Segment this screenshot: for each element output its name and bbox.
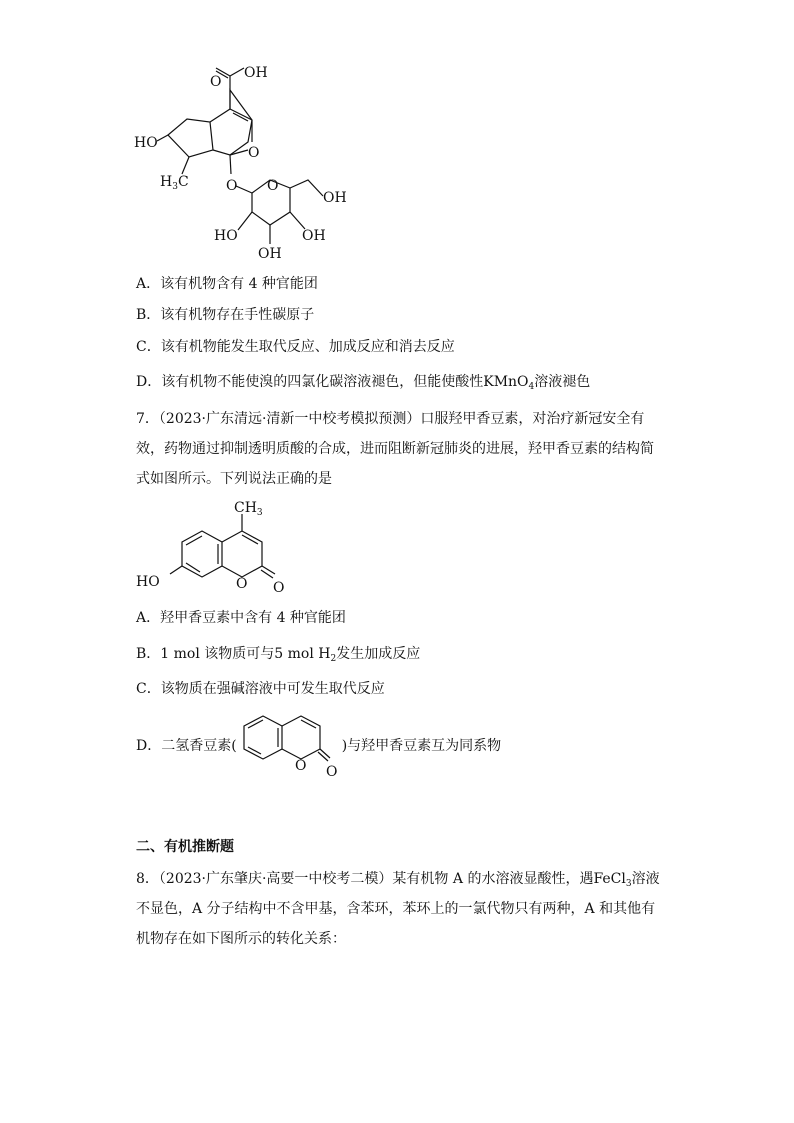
carboxyl-o-label: O	[210, 74, 222, 90]
q8-stem-text: 8．（2023·广东肇庆·高要一中校考二模）某有机物 A 的水溶液显酸性，遇	[136, 871, 594, 887]
q7-ho-label: HO	[136, 574, 160, 590]
coumarin-ring-o-label: O	[295, 758, 307, 774]
q7-stem: 7．（2023·广东清远·清新一中校考模拟预测）口服羟甲香豆素，对治疗新冠安全有效，药物通过抑制透明质酸的合成，进而阻断新冠肺炎的进展，羟甲香豆素的结构简式如图所示。下列说法正确的是	[136, 411, 654, 487]
oh3-label: OH	[302, 228, 326, 244]
option-text: 该有机物不能使溴的四氯化碳溶液褪色，但能使酸性	[161, 374, 484, 390]
fecl3-formula: FeCl	[593, 871, 626, 887]
q7-ring-o-label: O	[236, 576, 248, 592]
option-letter: B．	[136, 307, 161, 323]
option-letter: D．	[136, 738, 162, 754]
ring-o-label: O	[248, 145, 260, 161]
q7-option-a	[136, 608, 346, 628]
option-letter: A．	[136, 276, 161, 292]
sugar-ring-o-label: O	[267, 178, 279, 194]
option-letter: C．	[136, 339, 161, 355]
q7-option-b	[136, 644, 420, 664]
option-text: 羟甲香豆素中含有 4 种官能团	[160, 610, 346, 626]
option-text: 二氢香豆素(	[161, 738, 237, 754]
q6-option-b	[136, 305, 314, 325]
option-text: 该有机物存在手性碳原子	[160, 307, 315, 323]
option-letter: D．	[136, 374, 162, 390]
option-letter: A．	[136, 610, 161, 626]
section-title: 二、有机推断题	[136, 839, 234, 855]
option-text: 该有机物能发生取代反应、加成反应和消去反应	[160, 339, 455, 355]
q7-structure	[130, 500, 290, 602]
ch3-label: $CH_3$	[234, 500, 263, 518]
carboxyl-oh-label: OH	[244, 65, 268, 81]
ho-left-label: HO	[134, 135, 158, 151]
h2-amount: 5 mol H	[274, 646, 331, 662]
q8-stem	[136, 864, 661, 954]
option-text: 该物质在强碱溶液中可发生取代反应	[160, 681, 385, 697]
option-letter: B．	[136, 646, 161, 662]
q6-option-d	[136, 372, 590, 392]
q7-option-c	[136, 679, 385, 699]
option-text: )与羟甲香豆素互为同系物	[341, 738, 502, 754]
formula-subscript: 2	[330, 654, 337, 664]
option-text: 该有机物含有 4 种官能团	[160, 276, 318, 292]
formula-subscript: 3	[625, 879, 632, 889]
q6-option-a	[136, 274, 318, 294]
methyl-label: $H_3C$	[160, 174, 189, 192]
option-text: 1 mol 该物质可与	[160, 646, 275, 662]
oh1-label: HO	[214, 228, 238, 244]
formula-subscript: 4	[528, 382, 535, 392]
coumarin-structure	[230, 712, 340, 784]
option-letter: C．	[136, 681, 161, 697]
ch2oh-label: OH	[323, 190, 347, 206]
q6-structure	[130, 62, 360, 267]
option-text: 溶液褪色	[534, 374, 591, 390]
q7-carbonyl-o-label: O	[273, 580, 285, 596]
oh2-label: OH	[258, 246, 282, 262]
q6-option-c	[136, 337, 455, 357]
option-text: 发生加成反应	[336, 646, 421, 662]
kmno4-formula: KMnO	[483, 374, 529, 390]
q8-stem-text: 溶液不显色，A 分子结构中不含甲基，含苯环，苯环上的一氯代物只有两种，A 和其他有机物存在如下图所示的转化关系：	[136, 871, 660, 947]
coumarin-carbonyl-o-label: O	[326, 764, 338, 780]
glyco-o-label: O	[226, 178, 238, 194]
